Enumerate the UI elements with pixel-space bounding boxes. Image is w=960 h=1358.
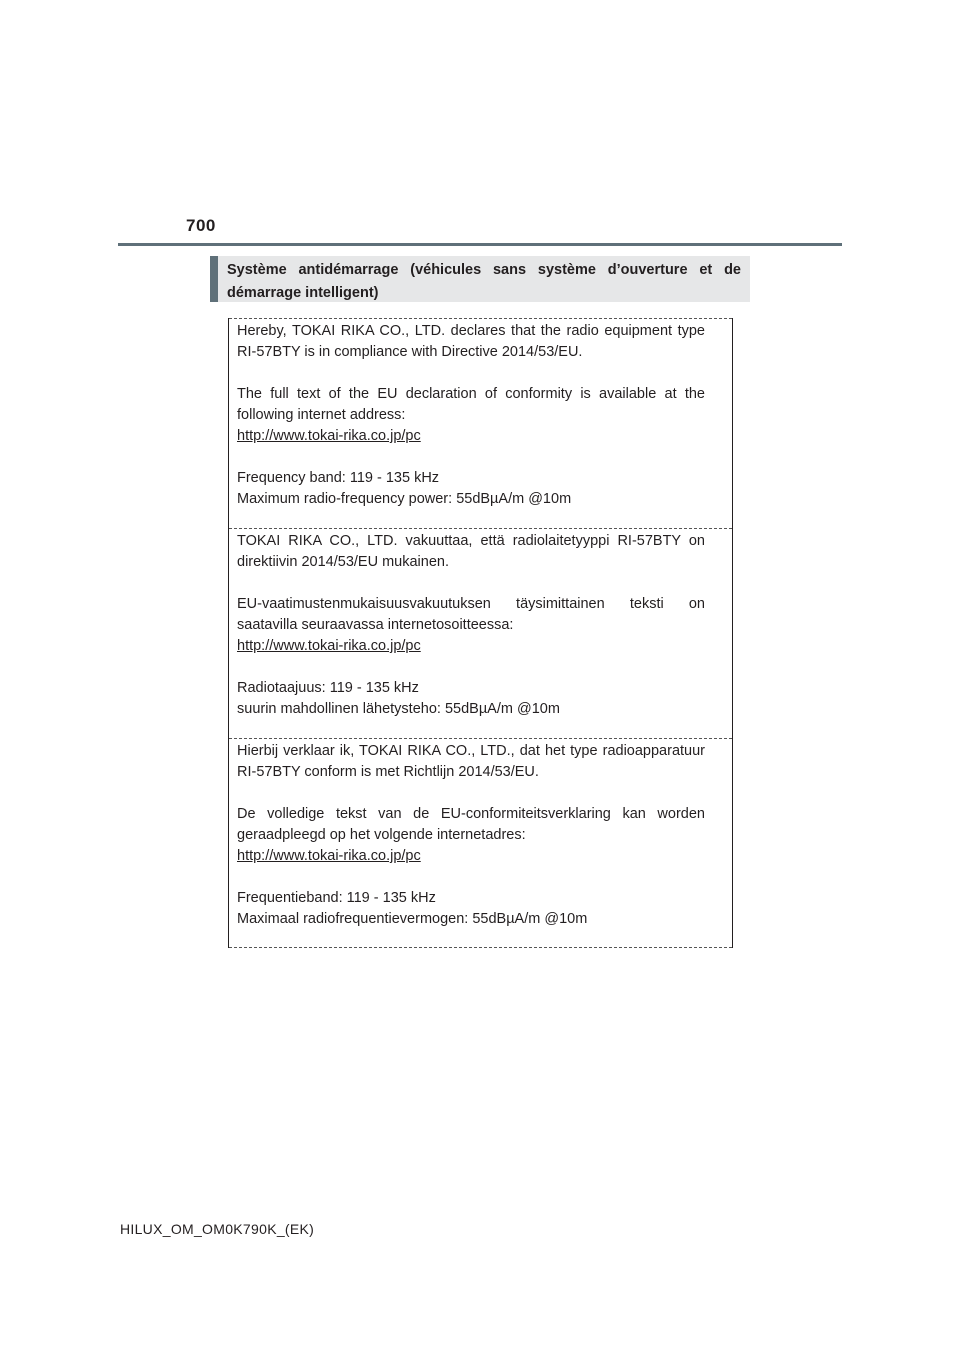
frequency-band: Radiotaajuus: 119 - 135 kHz <box>237 680 419 696</box>
declaration-statement: TOKAI RIKA CO., LTD. vakuuttaa, että radiolaitetyyppi RI-57BTY on direktiivin 2014/53/EU mukainen. <box>237 533 705 570</box>
max-power: suurin mahdollinen lähetysteho: 55dBµA/m @10m <box>237 701 560 717</box>
max-power: Maximaal radiofrequentievermogen: 55dBµA/m @10m <box>237 911 588 927</box>
declaration-url-link[interactable]: http://www.tokai-rika.co.jp/pc <box>237 428 421 444</box>
header-divider <box>118 243 842 246</box>
declaration-availability: De volledige tekst van de EU-conformiteitsverklaring kan worden geraadpleegd op het volgende internetadres: <box>237 806 705 843</box>
footer-document-code: HILUX_OM_OM0K790K_(EK) <box>120 1221 315 1237</box>
section-title: Système antidémarrage (véhicules sans système d’ouverture et de démarrage intelligent) <box>210 256 750 302</box>
frequency-band: Frequency band: 119 - 135 kHz <box>237 470 440 486</box>
declaration-statement: Hereby, TOKAI RIKA CO., LTD. declares that the radio equipment type RI-57BTY is in compliance with Directive 2014/53/EU. <box>237 323 705 360</box>
frequency-band: Frequentieband: 119 - 135 kHz <box>237 890 436 906</box>
declaration-url-link[interactable]: http://www.tokai-rika.co.jp/pc <box>237 638 421 654</box>
declaration-finnish <box>229 528 732 738</box>
declaration-statement: Hierbij verklaar ik, TOKAI RIKA CO., LTD., dat het type radioapparatuur RI-57BTY conform is met Richtlijn 2014/53/EU. <box>237 743 705 780</box>
declaration-box <box>228 318 733 948</box>
declaration-availability: The full text of the EU declaration of conformity is available at the following internet address: <box>237 386 705 423</box>
max-power: Maximum radio-frequency power: 55dBµA/m @10m <box>237 491 572 507</box>
declaration-english <box>229 318 732 528</box>
declaration-url-link[interactable]: http://www.tokai-rika.co.jp/pc <box>237 848 421 864</box>
declaration-availability: EU-vaatimustenmukaisuusvakuutuksen täysimittainen teksti on saatavilla seuraavassa internetosoitteessa: <box>237 596 705 633</box>
declaration-dutch <box>229 738 732 948</box>
page-number: 700 <box>186 216 216 235</box>
